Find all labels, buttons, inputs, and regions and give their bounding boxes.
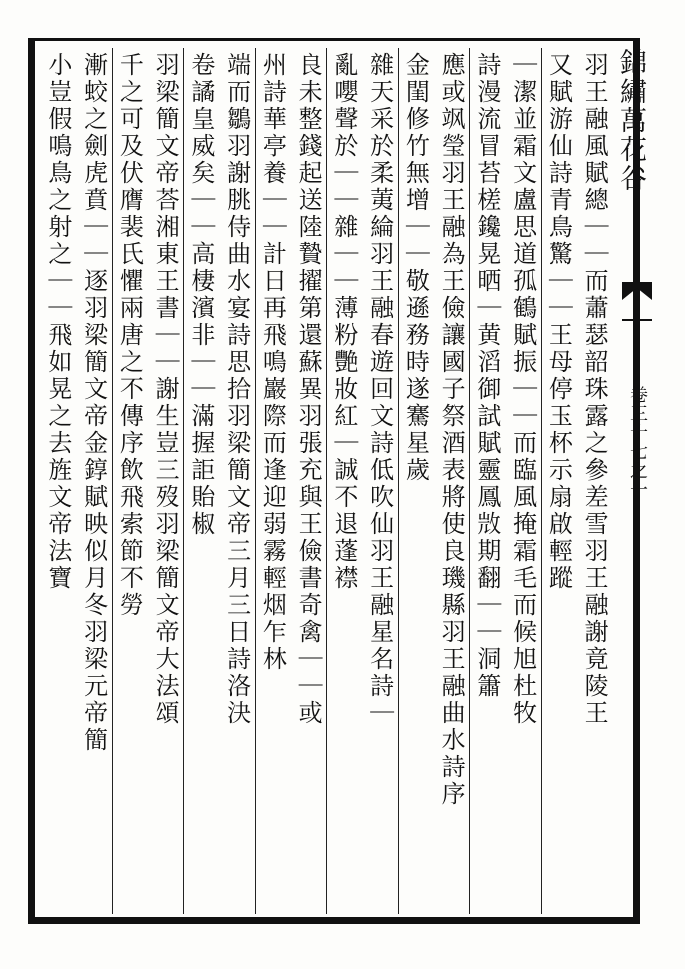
- text-column: 羽王融風賦總｜｜而蕭瑟韶珠露之參差雪羽王融謝竟陵王: [580, 52, 609, 727]
- text-column: 千之可及伏膺裴氏懼兩唐之不傳序飲飛索節不勞: [115, 52, 144, 619]
- text-column: 漸蛟之劍虎賁｜｜逐羽梁簡文帝金錞賦映似月冬羽梁元帝簡: [79, 52, 108, 754]
- text-column: 卷譎皇威矣｜｜高棲濱非｜｜滿握詎貽椒: [186, 52, 215, 538]
- column-rule: [326, 48, 327, 914]
- text-column: 又賦游仙詩青鳥驚｜｜王母停玉杯示扇啟輕蹤: [544, 52, 573, 592]
- text-column: 亂嚶聲於｜｜雜｜｜薄粉艷妝紅｜誠不退蓬襟: [329, 52, 358, 592]
- text-column: 端而鶵羽謝朓侍曲水宴詩思拾羽梁簡文帝三月三日詩洛決: [222, 52, 251, 727]
- column-rule: [112, 48, 113, 914]
- text-column: 金閨修竹無增｜｜敬遜務時遂騫星歲: [401, 52, 430, 484]
- column-rule: [398, 48, 399, 914]
- text-column: 雜天采於柔荑綸羽王融春遊回文詩低吹仙羽王融星名詩｜: [365, 52, 394, 727]
- column-rule: [255, 48, 256, 914]
- text-column: 詩漫流冒苔槎鑱晃晒｜黄滔御試賦靈鳳𣁋期翻｜｜洞簫: [472, 52, 501, 700]
- text-column: ｜潔並霜文盧思道孤鶴賦振｜｜而臨風掩霜毛而候旭杜牧: [508, 52, 537, 727]
- text-column: 良未整錢起送陸贄擢第還蘇異羽張充與王儉書奇禽｜｜或: [294, 52, 323, 727]
- edge-volume-label: 卷三十七之一: [627, 385, 648, 499]
- text-column: 州詩華亭養｜｜計日再飛鳴巖際而逢迎弱霧輕烟乍林: [258, 52, 287, 673]
- edge-book-title: 錦繡萬花谷: [615, 48, 646, 193]
- fish-tail-mark: [620, 280, 654, 340]
- column-rule: [469, 48, 470, 914]
- text-column: 羽梁簡文帝荅湘東王書｜｜謝生豈三歿羽梁簡文帝大法頌: [151, 52, 180, 727]
- column-rule: [541, 48, 542, 914]
- column-rule: [183, 48, 184, 914]
- text-column: 應或飒瑩羽王融為王儉讓國子祭酒表將使良璣縣羽王融曲水詩序: [437, 52, 466, 808]
- text-column: 小豈假鳴鳥之射之｜｜飛如晃之去旌文帝法寶: [43, 52, 72, 592]
